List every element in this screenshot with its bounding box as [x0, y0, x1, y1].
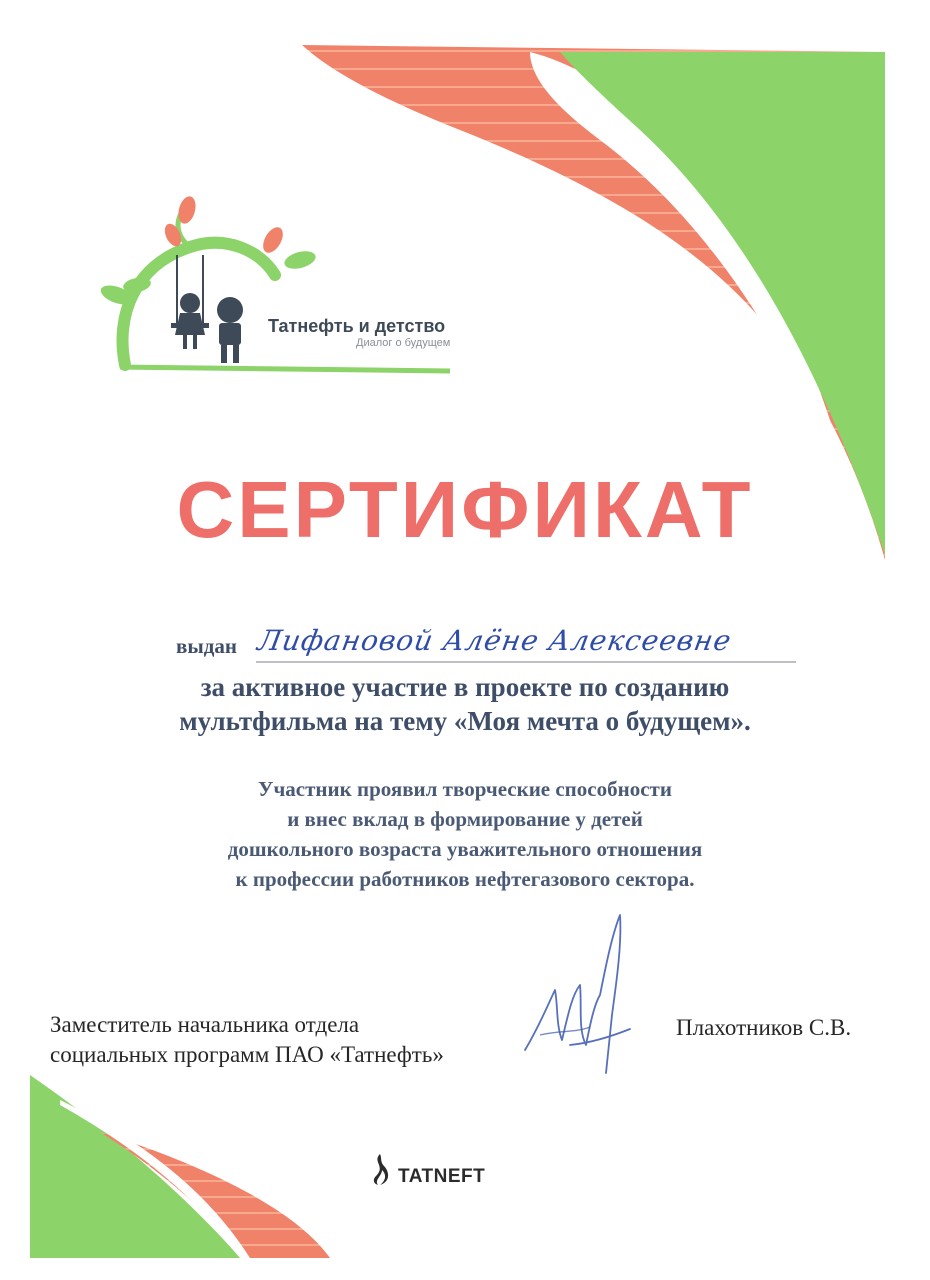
- reason-line: мультфильма на тему «Моя мечта о будущем».: [179, 706, 751, 736]
- issued-line: [176, 622, 816, 672]
- recipient-underline: [256, 661, 796, 663]
- details-text: [0, 774, 930, 894]
- certificate-title: СЕРТИФИКАТ: [176, 465, 754, 554]
- recipient-name: Лифановой Алёне Алексеевне: [255, 624, 735, 657]
- signatory-name: Плахотников С.В.: [676, 1015, 852, 1040]
- issued-prefix: выдан: [176, 634, 237, 658]
- logo-title: Татнефть и детство: [268, 316, 446, 336]
- logo-subtitle: Диалог о будущем: [356, 337, 451, 349]
- footer-brand: [368, 1152, 538, 1186]
- signatory-position-line: Заместитель начальника отдела: [50, 1012, 360, 1037]
- details-line: дошкольного возраста уважительного отношения: [227, 837, 703, 861]
- handwritten-signature-icon: [520, 905, 650, 1080]
- reason-text: [0, 670, 930, 738]
- flame-logo-icon: [368, 1152, 392, 1186]
- details-line: Участник проявил творческие способности: [258, 777, 672, 801]
- signatory-position: [50, 1010, 444, 1070]
- reason-line: за активное участие в проекте по созданию: [200, 672, 730, 702]
- signatory-position-line: социальных программ ПАО «Татнефть»: [50, 1042, 444, 1067]
- details-line: и внес вклад в формирование у детей: [287, 807, 643, 831]
- details-line: к профессии работников нефтегазового сектора.: [235, 867, 695, 891]
- children-on-swing-tree-icon: [95, 195, 465, 380]
- footer-brand-name: TATNEFT: [398, 1166, 486, 1187]
